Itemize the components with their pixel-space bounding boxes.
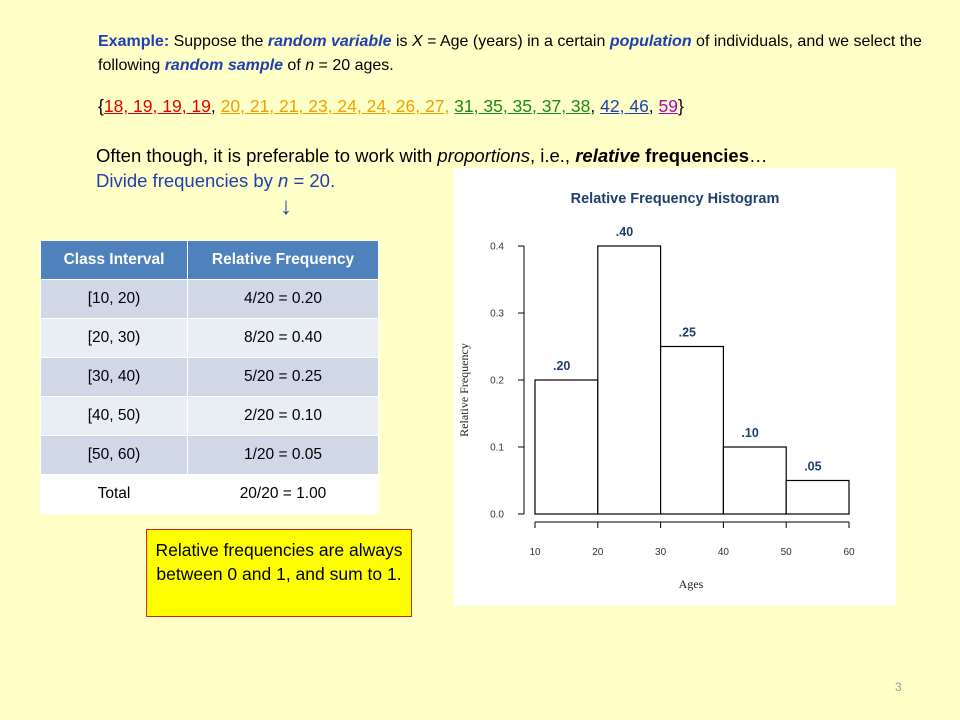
table-header: Class Interval [41, 241, 188, 280]
histogram-bar [535, 380, 598, 514]
sample-group: 18, 19, 19, 19 [103, 96, 211, 116]
text-segment: of [282, 57, 306, 74]
table-cell: [30, 40) [41, 358, 188, 397]
text-segment: = 20. [288, 170, 336, 191]
y-axis-label: Relative Frequency [457, 343, 471, 437]
table-cell: [40, 50) [41, 397, 188, 436]
table-row [41, 319, 379, 358]
histogram-bar [723, 447, 786, 514]
histogram-bar [786, 481, 849, 515]
table-row [41, 475, 379, 514]
table-cell: 4/20 = 0.20 [188, 280, 379, 319]
bar-data-label: .10 [741, 426, 759, 440]
x-tick-label: 10 [529, 547, 541, 558]
histogram-panel [454, 168, 896, 606]
x-tick-label: 50 [780, 547, 792, 558]
bar-data-label: .05 [804, 459, 822, 474]
brace-close: } [678, 96, 684, 116]
x-axis-label: Ages [678, 577, 704, 591]
bar-data-label: .20 [553, 359, 571, 373]
x-tick-label: 40 [717, 547, 729, 558]
table-row [41, 436, 379, 475]
table-cell: 2/20 = 0.10 [188, 397, 379, 436]
relative-frequency-table [40, 240, 379, 514]
separator: , [210, 96, 221, 116]
table-header-row [41, 241, 379, 280]
histogram-chart [454, 168, 896, 606]
text-segment: relative [575, 145, 641, 166]
sample-group: 20, 21, 21, 23, 24, 24, 26, 27 [220, 96, 445, 116]
example-text [98, 30, 928, 78]
y-tick-label: 0.4 [490, 241, 504, 253]
y-tick-label: 0.2 [490, 375, 504, 387]
y-tick-label: 0.0 [490, 509, 504, 521]
table-row [41, 397, 379, 436]
table-header: Relative Frequency [188, 241, 379, 280]
divide-text [96, 170, 335, 192]
separator: , [648, 96, 659, 116]
bar-data-label: .40 [615, 225, 634, 239]
text-segment: n [305, 57, 315, 74]
sample-set [98, 96, 684, 117]
text-segment: of individuals, and we select the following [98, 33, 922, 74]
page-number: 3 [895, 680, 902, 694]
text-segment: = 20 ages. [314, 57, 394, 74]
text-segment: proportions [437, 145, 530, 166]
chart-title: Relative Frequency Histogram [570, 191, 780, 207]
y-tick-label: 0.3 [490, 308, 504, 320]
separator: , [590, 96, 601, 116]
sample-group: 31, 35, 35, 37, 38 [454, 96, 591, 116]
text-segment: population [609, 33, 692, 50]
sample-group: 59 [658, 96, 678, 116]
separator: , [444, 96, 455, 116]
text-segment: frequencies [640, 145, 750, 166]
text-segment: X [411, 33, 423, 50]
text-segment: n [278, 170, 289, 191]
table-cell: Total [41, 475, 188, 514]
text-segment: random sample [164, 57, 283, 74]
brace-open: { [98, 96, 104, 116]
table-cell: [20, 30) [41, 319, 188, 358]
example-body [98, 33, 922, 74]
table-cell: [10, 20) [41, 280, 188, 319]
table-cell: 20/20 = 1.00 [188, 475, 379, 514]
table-row [41, 280, 379, 319]
x-tick-label: 20 [592, 547, 604, 558]
text-segment: is [391, 33, 412, 50]
histogram-bar [661, 347, 724, 515]
bar-data-label: .25 [678, 325, 696, 340]
text-segment: = Age (years) in a certain [422, 33, 610, 50]
table-cell: [50, 60) [41, 436, 188, 475]
table-cell: 1/20 = 0.05 [188, 436, 379, 475]
example-label: Example: [98, 33, 170, 50]
x-tick-label: 30 [655, 547, 667, 558]
callout-box: Relative frequencies are always between 0 and 1, and sum to 1. [146, 529, 412, 617]
down-arrow-icon: ↓ [280, 193, 292, 220]
table-row [41, 358, 379, 397]
proportions-text [96, 143, 768, 169]
histogram-bar [598, 246, 661, 514]
text-segment: , i.e., [529, 145, 576, 166]
text-segment: … [749, 145, 768, 166]
table-cell: 8/20 = 0.40 [188, 319, 379, 358]
text-segment: Often though, it is preferable to work with [96, 145, 438, 166]
text-segment: Divide frequencies by [96, 170, 279, 191]
y-tick-label: 0.1 [490, 442, 504, 454]
table-cell: 5/20 = 0.25 [188, 358, 379, 397]
text-segment: random variable [267, 33, 392, 50]
x-tick-label: 60 [843, 547, 855, 558]
text-segment: Suppose the [169, 33, 268, 50]
sample-group: 42, 46 [600, 96, 649, 116]
